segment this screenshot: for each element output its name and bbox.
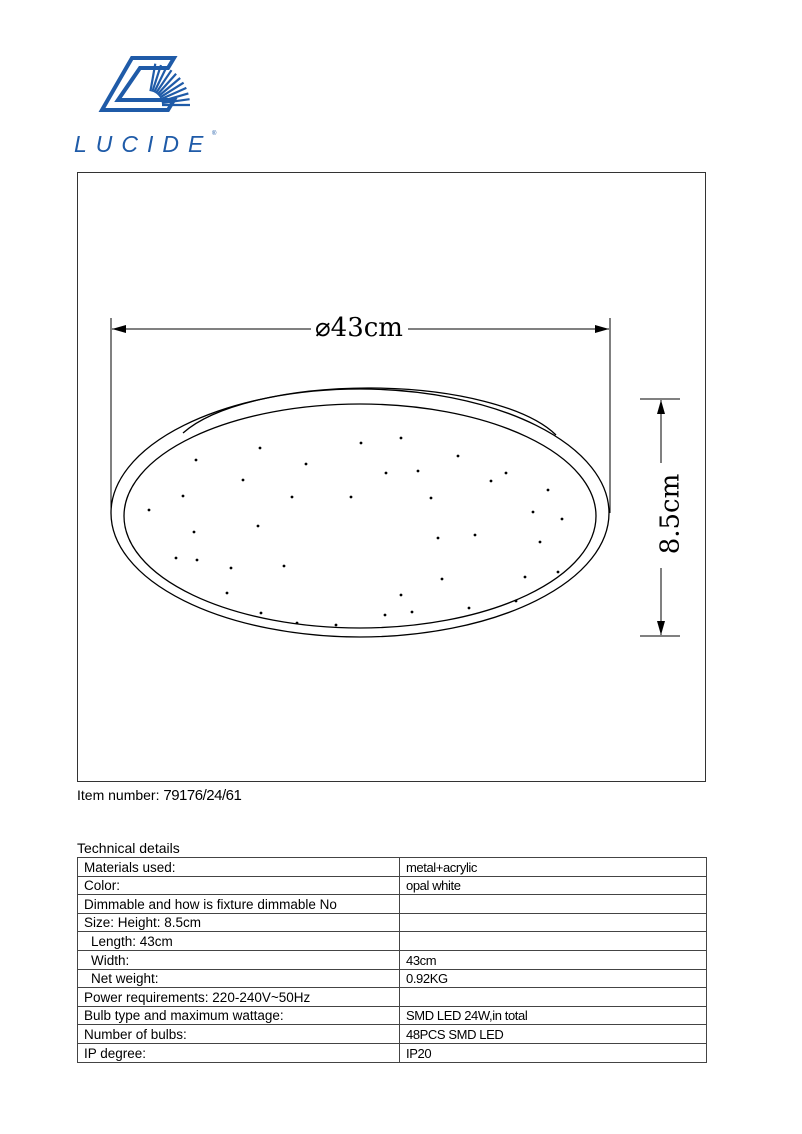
- led-dot: [457, 455, 460, 458]
- row-value: [400, 988, 707, 1007]
- technical-details-table: [77, 857, 707, 1063]
- row-label: Dimmable and how is fixture dimmable No: [78, 895, 400, 914]
- led-dot: [411, 611, 414, 614]
- row-label: Materials used:: [78, 858, 400, 877]
- table-row: [78, 988, 707, 1007]
- led-dot: [360, 442, 363, 445]
- table-row: [78, 876, 707, 895]
- led-dot: [350, 496, 353, 499]
- led-dot: [193, 531, 196, 534]
- led-dot: [296, 622, 299, 625]
- led-dot: [430, 497, 433, 500]
- table-row: [78, 895, 707, 914]
- led-dot: [175, 557, 178, 560]
- led-dot: [242, 479, 245, 482]
- table-row: [78, 950, 707, 969]
- led-dot: [385, 472, 388, 475]
- row-label: Size: Height: 8.5cm: [78, 913, 400, 932]
- led-dot: [400, 437, 403, 440]
- table-row: [78, 1043, 707, 1062]
- row-value: [400, 932, 707, 951]
- diameter-dimension-label: ⌀43cm: [311, 313, 407, 343]
- led-dot: [195, 459, 198, 462]
- row-label: Number of bulbs:: [78, 1025, 400, 1044]
- led-dot: [148, 509, 151, 512]
- height-dimension-label: 8.5cm: [655, 470, 685, 559]
- row-label: Bulb type and maximum wattage:: [78, 1006, 400, 1025]
- led-dot: [561, 518, 564, 521]
- row-value: 43cm: [400, 950, 707, 969]
- row-label: Length: 43cm: [78, 932, 400, 951]
- led-dot: [182, 495, 185, 498]
- row-label: Power requirements: 220-240V~50Hz: [78, 988, 400, 1007]
- led-dot: [260, 612, 263, 615]
- led-dot: [490, 480, 493, 483]
- led-dot: [468, 607, 471, 610]
- row-value: IP20: [400, 1043, 707, 1062]
- svg-text:LUCIDE: LUCIDE: [74, 131, 213, 157]
- led-dot: [259, 447, 262, 450]
- row-value: [400, 913, 707, 932]
- row-value: 0.92KG: [400, 969, 707, 988]
- led-dot: [437, 537, 440, 540]
- table-row: [78, 858, 707, 877]
- led-dot: [283, 565, 286, 568]
- table-row: [78, 913, 707, 932]
- led-dot: [417, 470, 420, 473]
- led-dot: [524, 576, 527, 579]
- row-label: Width:: [78, 950, 400, 969]
- led-dot: [474, 534, 477, 537]
- led-dot: [505, 472, 508, 475]
- row-label: Color:: [78, 876, 400, 895]
- row-value: metal+acrylic: [400, 858, 707, 877]
- led-dot: [557, 571, 560, 574]
- row-value: SMD LED 24W,in total: [400, 1006, 707, 1025]
- lamp-drawing: [78, 173, 707, 783]
- led-dot: [400, 594, 403, 597]
- led-dot: [532, 511, 535, 514]
- led-dot: [230, 567, 233, 570]
- item-number-label: Item number:: [77, 787, 160, 803]
- row-value: opal white: [400, 876, 707, 895]
- led-dot: [515, 600, 518, 603]
- row-value: 48PCS SMD LED: [400, 1025, 707, 1044]
- row-label: Net weight:: [78, 969, 400, 988]
- led-dot: [547, 489, 550, 492]
- table-row: [78, 1006, 707, 1025]
- table-row: [78, 932, 707, 951]
- svg-text:®: ®: [212, 131, 217, 137]
- table-row: [78, 1025, 707, 1044]
- led-dot: [441, 578, 444, 581]
- led-dot: [335, 624, 338, 627]
- led-dot: [196, 559, 199, 562]
- item-number-value: 79176/24/61: [163, 787, 242, 804]
- row-value: [400, 895, 707, 914]
- led-dot: [539, 541, 542, 544]
- lucide-logo: [70, 55, 220, 160]
- table-row: [78, 969, 707, 988]
- led-dot: [226, 592, 229, 595]
- row-label: IP degree:: [78, 1043, 400, 1062]
- led-dot: [305, 463, 308, 466]
- led-dot: [291, 496, 294, 499]
- led-dot: [384, 614, 387, 617]
- product-drawing: [77, 172, 706, 782]
- led-dot: [257, 525, 260, 528]
- technical-details-title: Technical details: [77, 840, 180, 856]
- item-number: [77, 787, 241, 804]
